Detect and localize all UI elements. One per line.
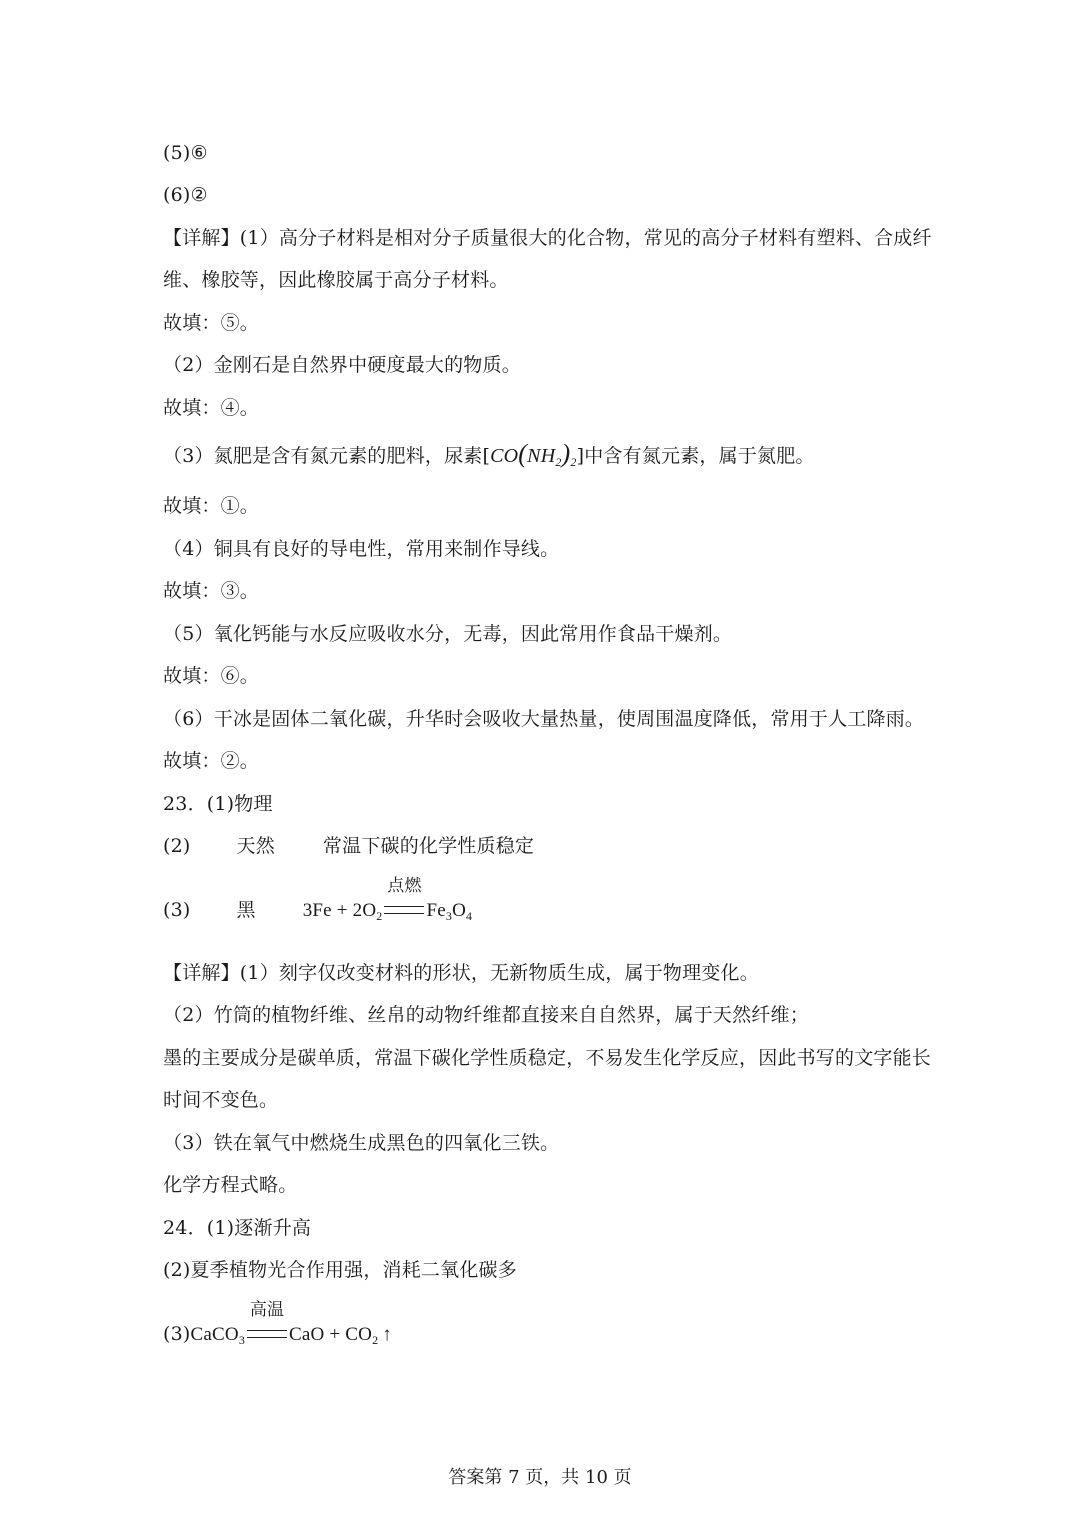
question-23-answer-3: (3) 黑 $3Fe + 2O_2$ 点燃 $Fe_3O_4$: [163, 876, 473, 923]
limestone-decomposition-equation: CaCO$_3$ 高温 CaO + $CO_2$ ↑: [190, 1300, 392, 1347]
reaction-condition-arrow: 高温: [247, 1323, 287, 1347]
fill-answer-4: 故填：④。: [163, 397, 260, 419]
explanation-paragraph-1-cont: 维、橡胶等，因此橡胶属于高分子材料。: [163, 269, 509, 291]
question-24-answer-1: 24．(1)逐渐升高: [163, 1217, 312, 1239]
question-24-answer-2: (2)夏季植物光合作用强，消耗二氧化碳多: [163, 1259, 517, 1281]
answer-line-5-6: (5)⑥: [163, 142, 208, 164]
explanation-3-pre: （3）氮肥是含有氮元素的肥料，尿素[: [163, 445, 491, 467]
explanation-5: （5）氧化钙能与水反应吸收水分，无毒，因此常用作食品干燥剂。: [163, 623, 733, 645]
urea-formula: $CO(NH_2)_2$: [490, 439, 577, 469]
gas-up-arrow-icon: ↑: [382, 1324, 392, 1345]
explanation-2: （2）金刚石是自然界中硬度最大的物质。: [163, 354, 521, 376]
explanation-3-post: ]中含有氮元素，属于氮肥。: [576, 445, 815, 467]
question-24-answer-3: (3)CaCO$_3$ 高温 CaO + $CO_2$ ↑: [163, 1300, 392, 1347]
iron-combustion-equation: $3Fe + 2O_2$ 点燃 $Fe_3O_4$: [302, 876, 473, 923]
answer-line-6-2: (6)②: [163, 184, 208, 206]
question-23-answer-1: 23．(1)物理: [163, 793, 273, 815]
explanation-6: （6）干冰是固体二氧化碳，升华时会吸收大量热量，使周围温度降低，常用于人工降雨。: [163, 708, 925, 730]
explanation-23-3-equation: 化学方程式略。: [163, 1174, 298, 1196]
explanation-3-urea: [163, 439, 815, 469]
fill-answer-2: 故填：②。: [163, 750, 260, 772]
explanation-23-1: 【详解】(1）刻字仅改变材料的形状，无新物质生成，属于物理变化。: [163, 962, 759, 984]
fill-answer-5: 故填：⑤。: [163, 312, 260, 334]
explanation-23-2-ink: 墨的主要成分是碳单质，常温下碳化学性质稳定，不易发生化学反应，因此书写的文字能长: [163, 1047, 932, 1069]
explanation-23-2: （2）竹筒的植物纤维、丝帛的动物纤维都直接来自自然界，属于天然纤维；: [163, 1004, 809, 1026]
explanation-4: （4）铜具有良好的导电性，常用来制作导线。: [163, 538, 560, 560]
explanation-23-3: （3）铁在氧气中燃烧生成黑色的四氧化三铁。: [163, 1132, 560, 1154]
explanation-23-2-ink-cont: 时间不变色。: [163, 1089, 279, 1111]
question-23-answer-2: (2) 天然 常温下碳的化学性质稳定: [163, 835, 535, 857]
fill-answer-1: 故填：①。: [163, 495, 260, 517]
fill-answer-6: 故填：⑥。: [163, 665, 260, 687]
page-footer: 答案第 7 页，共 10 页: [448, 1467, 632, 1488]
fill-answer-3: 故填：③。: [163, 580, 260, 602]
explanation-paragraph-1: 【详解】(1）高分子材料是相对分子质量很大的化合物，常见的高分子材料有塑料、合成纤: [163, 227, 932, 249]
reaction-condition-arrow: 点燃: [384, 899, 424, 923]
